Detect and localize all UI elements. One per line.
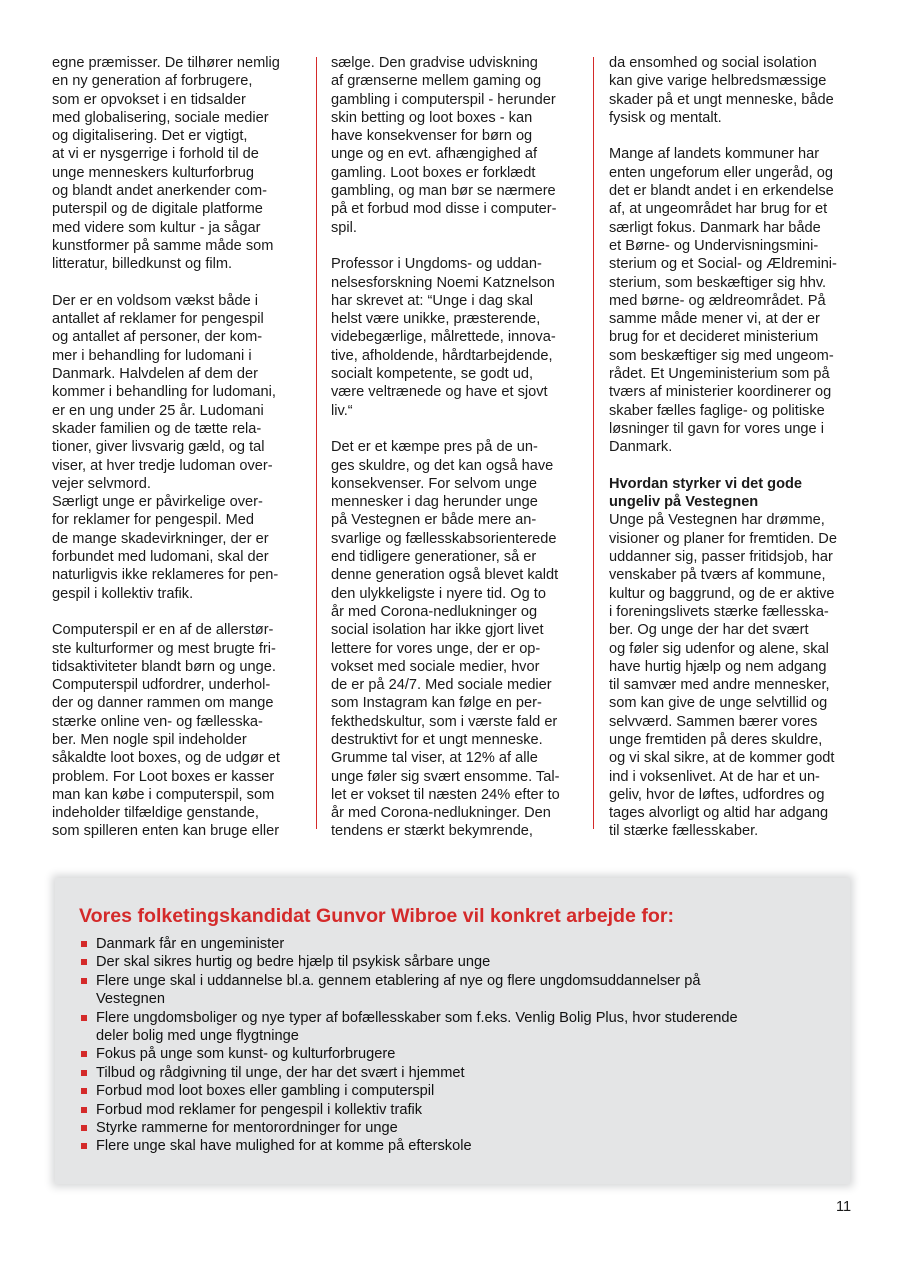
text-line: destruktivt for et ungt menneske. [331, 731, 543, 748]
text-line: Der er en voldsom vækst både i [52, 292, 259, 309]
text-line: og vi skal sikre, at de kommer godt [609, 750, 835, 767]
priority-item-line: deler bolig med unge flygtninge [96, 1028, 299, 1045]
priority-item-line: Forbud mod loot boxes eller gambling i computerspil [96, 1083, 435, 1100]
text-line: viser, at hver tredje ludoman over- [52, 457, 273, 474]
priority-item-line: Forbud mod reklamer for pengespil i kollektiv trafik [96, 1101, 423, 1118]
text-line: sælge. Den gradvise udviskning [331, 55, 538, 71]
text-line: på et forbud mod disse i computer- [331, 201, 557, 218]
text-line: være veltrænede og have et sjovt [331, 384, 548, 401]
text-line: Det er et kæmpe pres på de un- [331, 439, 538, 456]
square-bullet-icon [81, 1070, 87, 1076]
text-line: social isolation har ikke gjort livet [331, 622, 544, 639]
text-line: ste kulturformer og mest brugte fri- [52, 640, 276, 657]
text-line: gespil i kollektiv trafik. [52, 585, 194, 602]
text-line: af grænserne mellem gaming og [331, 73, 542, 90]
text-line: sterium og et Social- og Ældremini- [609, 256, 837, 273]
text-line: og digitalisering. Det er vigtigt, [52, 128, 248, 145]
box-title: Vores folketingskandidat Gunvor Wibroe vil konkret arbejde for: [79, 905, 675, 927]
text-line: som er opvokset i en tidsalder [52, 91, 246, 108]
text-line: litteratur, billedkunst og film. [52, 256, 233, 273]
text-line: skader familien og de tætte rela- [52, 420, 262, 437]
text-line: Grumme tal viser, at 12% af alle [331, 750, 538, 767]
priority-item-line: Fokus på unge som kunst- og kulturforbrugere [96, 1046, 396, 1063]
paragraph [52, 621, 304, 841]
text-line: og føler sig udenfor og alene, skal [609, 640, 829, 657]
column-divider-1 [316, 57, 317, 829]
text-line: visioner og planer for fremtiden. De [609, 530, 837, 547]
priority-item [79, 972, 809, 1009]
square-bullet-icon [81, 978, 87, 984]
text-line: have konsekvenser for børn og [331, 128, 533, 145]
text-line: tive, afholdende, hårdtarbejdende, [331, 347, 553, 364]
square-bullet-icon [81, 959, 87, 965]
text-line: på Vestegnen er både mere an- [331, 512, 537, 529]
text-line: kan give varige helbredsmæssige [609, 73, 827, 90]
text-line: for reklamer for pengespil. Med [52, 512, 254, 529]
text-line: kommer i behandling for ludomani, [52, 384, 276, 401]
text-line: konsekvenser. For selvom unge [331, 475, 538, 492]
text-line: skader på et ungt menneske, både [609, 91, 834, 108]
text-line: rådet. Et Ungeministerium som på [609, 366, 830, 383]
text-line: i foreningslivets stærke fællesska- [609, 603, 829, 620]
text-line: unge og en evt. afhængighed af [331, 146, 538, 163]
text-line: mer i behandling for ludomani i [52, 347, 252, 364]
text-line: der og danner rammen om mange [52, 695, 274, 712]
text-line: med børne- og ældreområdet. På [609, 292, 826, 309]
text-line: Unge på Vestegnen har drømme, [609, 512, 825, 529]
priority-item [79, 1137, 809, 1155]
text-line: såkaldte loot boxes, og de udgør et [52, 750, 280, 767]
priority-item [79, 1082, 809, 1100]
text-line: tværs af ministerier koordinerer og [609, 384, 832, 401]
text-line: vokset med sociale medier, hvor [331, 658, 540, 675]
text-line: svarlige og fællesskabsorienterede [331, 530, 557, 547]
text-line: gambling i computerspil - herunder [331, 91, 556, 108]
text-line: unge fremtiden på deres skuldre, [609, 731, 823, 748]
text-line: at vi er nysgerrige i forhold til de [52, 146, 259, 163]
text-column-1 [52, 54, 304, 841]
text-line: Danmark. [609, 439, 673, 456]
square-bullet-icon [81, 1125, 87, 1131]
text-line: helst være unikke, præsterende, [331, 311, 541, 328]
priority-item-line: Styrke rammerne for mentorordninger for unge [96, 1120, 398, 1137]
priority-item [79, 1009, 809, 1046]
text-line: naturligvis ikke reklameres for pen- [52, 567, 279, 584]
priority-item [79, 935, 809, 953]
square-bullet-icon [81, 941, 87, 947]
text-line: kunstformer på samme måde som [52, 237, 274, 254]
square-bullet-icon [81, 1015, 87, 1021]
paragraph [331, 255, 583, 420]
text-line: til samvær med andre mennesker, [609, 677, 830, 694]
text-line: ber. Men nogle spil indeholder [52, 731, 247, 748]
text-line: let er vokset til næsten 24% efter to [331, 786, 560, 803]
paragraph-gap [331, 420, 583, 438]
priority-item [79, 953, 809, 971]
text-column-2 [331, 54, 583, 841]
text-line: socialt kompetente, se godt ud, [331, 366, 534, 383]
text-line: som spilleren enten kan bruge eller [52, 823, 280, 840]
text-line: Særligt unge er påvirkelige over- [52, 494, 263, 511]
paragraph [52, 292, 304, 603]
text-line: lettere for vores unge, der er op- [331, 640, 541, 657]
text-line: denne generation også blevet kaldt [331, 567, 559, 584]
priority-item-line: Der skal sikres hurtig og bedre hjælp til psykisk sårbare unge [96, 954, 491, 971]
text-line: ber. Og unge der har det svært [609, 622, 809, 639]
paragraph [331, 54, 583, 237]
text-line: venskaber på tværs af kommune, [609, 567, 826, 584]
paragraph [609, 511, 861, 840]
paragraph-gap [52, 603, 304, 621]
text-line: stærke online ven- og fællesska- [52, 713, 263, 730]
square-bullet-icon [81, 1107, 87, 1113]
text-line: år med Corona-nedlukninger. Den [331, 805, 551, 822]
text-line: mennesker i dag herunder unge [331, 494, 538, 511]
candidate-priorities-box [55, 878, 850, 1184]
text-line: en ny generation af forbrugere, [52, 73, 253, 90]
text-line: samme måde mener vi, at der er [609, 311, 820, 328]
text-line: gambling, og man bør se nærmere [331, 183, 556, 200]
text-line: fysisk og mentalt. [609, 109, 722, 126]
text-line: end tidligere generationer, så er [331, 549, 537, 566]
text-line: nelsesforskning Noemi Katznelson [331, 274, 555, 291]
text-line: Computerspil udfordrer, underhol- [52, 677, 271, 694]
text-line: Mange af landets kommuner har [609, 146, 820, 163]
text-line: unge menneskers kulturforbrug [52, 164, 254, 181]
text-line: tioner, giver livsvarig gæld, og tal [52, 439, 265, 456]
text-line: det er blandt andet i en erkendelse [609, 183, 834, 200]
column-divider-2 [593, 57, 594, 829]
text-line: man kan købe i computerspil, som [52, 786, 275, 803]
text-line: have hurtig hjælp og nem adgang [609, 658, 827, 675]
text-line: gamling. Loot boxes er forklædt [331, 164, 536, 181]
page-number: 11 [836, 1199, 852, 1215]
text-line: særligt fokus. Danmark har både [609, 219, 821, 236]
text-line: ges skuldre, og det kan også have [331, 457, 554, 474]
text-line: unge føler sig svært ensomme. Tal- [331, 768, 560, 785]
text-line: har skrevet at: “Unge i dag skal [331, 292, 533, 309]
section-heading [609, 475, 861, 512]
text-line: brug for et decideret ministerium [609, 329, 819, 346]
text-line: og antallet af personer, der kom- [52, 329, 263, 346]
text-line: tidsaktiviteter blandt børn og unge. [52, 658, 276, 675]
text-line: tendens er stærkt bekymrende, [331, 823, 533, 840]
text-line: videbegærlige, målrettede, innova- [331, 329, 556, 346]
text-line: sterium, som beskæftiger sig hhv. [609, 274, 827, 291]
priority-item-line: Flere ungdomsboliger og nye typer af bofællesskaber som f.eks. Venlig Bolig Plus, hvor studerende [96, 1009, 738, 1026]
text-line: kultur og baggrund, og de er aktive [609, 585, 835, 602]
paragraph [609, 54, 861, 127]
priority-item-line: Tilbud og rådgivning til unge, der har det svært i hjemmet [96, 1064, 465, 1081]
text-line: problem. For Loot boxes er kasser [52, 768, 275, 785]
text-line: med videre som kultur - ja sågar [52, 219, 261, 236]
priority-item [79, 1101, 809, 1119]
text-line: løsninger til gavn for vores unge i [609, 420, 824, 437]
text-line: den ulykkeligste i nyere tid. Og to [331, 585, 546, 602]
text-line: af, at ungeområdet har brug for et [609, 201, 828, 218]
priorities-list [79, 935, 809, 1156]
text-line: skin betting og loot boxes - kan [331, 109, 533, 126]
priority-item-line: Vestegnen [96, 991, 165, 1008]
paragraph-gap [331, 237, 583, 255]
square-bullet-icon [81, 1143, 87, 1149]
paragraph-gap [609, 127, 861, 145]
paragraph [331, 438, 583, 841]
text-line: de mange skadevirkninger, der er [52, 530, 269, 547]
paragraph-gap [52, 274, 304, 292]
text-line: indeholder tilfældige genstande, [52, 805, 259, 822]
text-line: ind i voksenlivet. At de har et un- [609, 768, 820, 785]
text-line: år med Corona-nedlukninger og [331, 603, 538, 620]
text-line: fekthedskultur, som i værste fald er [331, 713, 558, 730]
text-line: med globalisering, sociale medier [52, 109, 269, 126]
text-line: som Instagram kan følge en per- [331, 695, 542, 712]
text-line: uddanner sig, passer fritidsjob, har [609, 549, 833, 566]
text-line: forbundet med ludomani, skal der [52, 549, 269, 566]
text-line: til stærke fællesskaber. [609, 823, 759, 840]
priority-item [79, 1064, 809, 1082]
text-line: Computerspil er en af de allerstør- [52, 622, 274, 639]
text-line: enten ungeforum eller ungeråd, og [609, 164, 833, 181]
paragraph-gap [609, 457, 861, 475]
text-line: Danmark. Halvdelen af dem der [52, 366, 259, 383]
priority-item [79, 1045, 809, 1063]
text-line: selvværd. Sammen bærer vores [609, 713, 818, 730]
text-line: skaber fælles faglige- og politiske [609, 402, 825, 419]
text-line: Professor i Ungdoms- og uddan- [331, 256, 542, 273]
text-line: da ensomhed og social isolation [609, 55, 817, 71]
square-bullet-icon [81, 1088, 87, 1094]
paragraph [609, 145, 861, 456]
text-line: ungeliv på Vestegnen [609, 494, 759, 511]
text-line: vejer selvmord. [52, 475, 151, 492]
text-line: som kan give de unge selvtillid og [609, 695, 828, 712]
text-line: tages alvorligt og altid har adgang [609, 805, 829, 822]
text-line: puterspil og de digitale platforme [52, 201, 263, 218]
priority-item-line: Flere unge skal have mulighed for at komme på efterskole [96, 1138, 472, 1155]
text-column-3 [609, 54, 861, 841]
text-line: som beskæftiger sig med ungeom- [609, 347, 834, 364]
priority-item-line: Danmark får en ungeminister [96, 936, 285, 952]
text-line: Hvordan styrker vi det gode [609, 475, 803, 492]
text-line: de er på 24/7. Med sociale medier [331, 677, 552, 694]
text-line: liv.“ [331, 402, 353, 419]
paragraph [52, 54, 304, 274]
text-line: spil. [331, 219, 357, 236]
priority-item-line: Flere unge skal i uddannelse bl.a. gennem etablering af nye og flere ungdomsuddannelser på [96, 972, 701, 989]
text-line: egne præmisser. De tilhører nemlig [52, 55, 280, 71]
priority-item [79, 1119, 809, 1137]
text-line: et Børne- og Undervisningsmini- [609, 237, 819, 254]
text-line: og blandt andet anerkender com- [52, 183, 267, 200]
square-bullet-icon [81, 1051, 87, 1057]
text-line: geliv, hvor de løftes, udfordres og [609, 786, 825, 803]
text-line: antallet af reklamer for pengespil [52, 311, 264, 328]
text-line: er en ung under 25 år. Ludomani [52, 402, 264, 419]
